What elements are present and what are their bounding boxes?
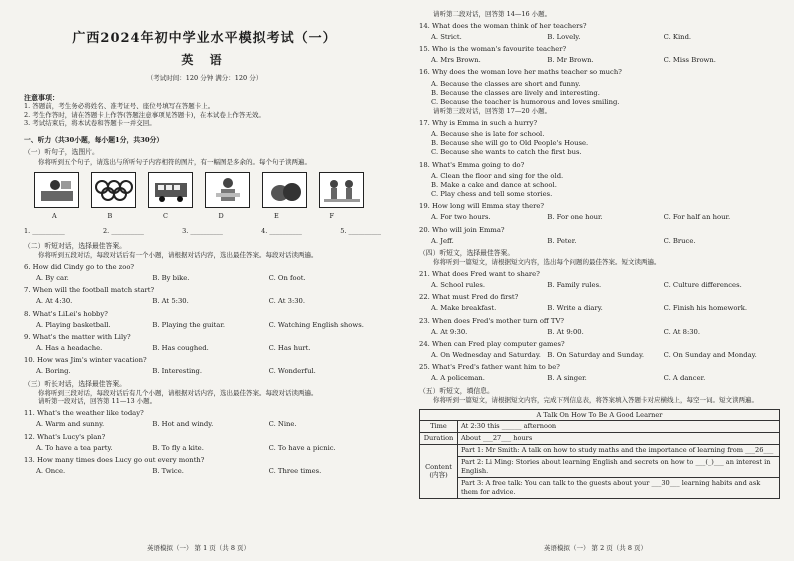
part-2-heading: （二）听短对话，选择最佳答案。 (24, 241, 126, 250)
picture-c-bus (148, 172, 193, 208)
picture-f-people-outdoors (319, 172, 364, 208)
question-text: 19. How long will Emma stay there? (419, 202, 545, 211)
option-a: A. By car. (36, 273, 69, 282)
question-25 (419, 363, 780, 383)
option-c: C. Nine. (268, 420, 297, 429)
option-c: C. On foot. (268, 273, 306, 282)
option-c: C. Finish his homework. (663, 304, 747, 313)
option-a: A. Because the classes are short and funny. (431, 79, 581, 88)
question-16 (419, 68, 780, 107)
pic-label-c: C (163, 212, 168, 221)
option-c: C. Kind. (663, 32, 692, 41)
page-1-footer: 英语模拟（一） 第 1 页（共 8 页） (146, 544, 251, 553)
question-text: 10. How was Jim's winter vacation? (24, 356, 147, 365)
question-19 (419, 202, 780, 222)
question-22 (419, 293, 780, 313)
question-8 (24, 310, 385, 330)
content-label-cell (420, 445, 458, 498)
option-b: B. Has coughed. (152, 344, 209, 353)
option-b: B. Make a cake and dance at school. (431, 180, 557, 189)
option-c: C. For half an hour. (663, 213, 731, 222)
option-c: C. To have a picnic. (268, 443, 336, 452)
question-15 (419, 45, 780, 65)
picture-b-olympic-rings (91, 172, 136, 208)
part-5-instructions: 你将听到一篇短文，请根据短文内容，完成下列信息表，将答案填入答题卡对应横线上，每空一词。短文读两遍。 (433, 395, 758, 404)
question-text: 17. Why is Emma in such a hurry? (419, 118, 538, 127)
question-9 (24, 333, 385, 353)
option-a: A. School rules. (431, 281, 486, 290)
exam-subject: 英 语 (181, 52, 228, 67)
blank-3: 3. __________ (182, 227, 223, 236)
option-b: B. To fly a kite. (152, 443, 204, 452)
part-3-heading: （三）听长对话，选择最佳答案。 (24, 379, 126, 388)
option-b: B. On Saturday and Sunday. (547, 351, 645, 360)
part-3-instructions: 你将听到三段对话，每段对话后有几个小题，请根据对话内容，选出最佳答案。每段对话读两遍。 (38, 388, 318, 397)
pic-label-f: F (329, 212, 335, 221)
question-text: 16. Why does the woman love her maths teacher so much? (419, 68, 622, 77)
answer-blanks (24, 227, 385, 236)
part-1-instructions: 你将听到五个句子，请选出与所听句子内容相符的图片，有一幅图是多余的。每个句子读两遍。 (38, 157, 311, 166)
pic-label-e: E (274, 212, 279, 221)
question-text: 13. How many times does Lucy go out every month? (24, 455, 205, 464)
part-3-sub-2: 请听第二段对话，回答第 14—16 小题。 (433, 10, 552, 18)
option-b: B. Because she will go to Old People's House. (431, 139, 589, 148)
option-c: C. Play chess and tell some stories. (431, 190, 553, 199)
option-c: C. Miss Brown. (663, 56, 716, 65)
question-text: 22. What must Fred do first? (419, 293, 519, 302)
option-b: B. Mr Brown. (547, 56, 594, 65)
question-text: 25. What's Fred's father want him to be? (419, 363, 560, 372)
option-b: B. By bike. (152, 273, 190, 282)
question-18 (419, 161, 780, 200)
option-b: B. Because the classes are lively and interesting. (431, 88, 600, 97)
note-2: 2. 考生作答时，请在答题卡上作答(答题注意事项见答题卡)，在本试卷上作答无效。 (24, 110, 265, 119)
exam-info: （考试时间：120 分钟 满分：120 分） (146, 73, 263, 82)
note-1: 1. 答题前，考生务必将姓名、准考证号、座位号填写在答题卡上。 (24, 101, 215, 110)
note-3: 3. 考试结束后，将本试卷和答题卡一并交回。 (24, 119, 156, 128)
content-part-1: Part 1: Mr Smith: A talk on how to study maths and the importance of learning from ___26___ (458, 445, 780, 457)
option-a: A. Has a headache. (36, 344, 103, 353)
option-a: A. Strict. (431, 32, 462, 41)
option-c: C. Wonderful. (268, 367, 316, 376)
pic-label-b: B (107, 212, 113, 221)
option-b: B. Lovely. (547, 32, 581, 41)
page-2-footer: 英语模拟（一） 第 2 页（共 8 页） (543, 544, 648, 553)
picture-e-fruit (262, 172, 307, 208)
question-10 (24, 356, 385, 376)
question-text: 9. What's the matter with Lily? (24, 332, 131, 341)
part-1-heading: （一）听句子，选图片。 (24, 148, 99, 157)
option-c: C. Because she wants to catch the first bus. (431, 148, 582, 157)
option-c: C. Culture differences. (663, 281, 742, 290)
question-14 (419, 22, 780, 42)
option-c: C. At 8:30. (663, 327, 701, 336)
picture-labels (24, 212, 385, 221)
content-label: Content (425, 462, 452, 471)
part-2-instructions: 你将听到五段对话，每段对话后有一个小题，请根据对话内容，选出最佳答案。每段对话读两遍。 (38, 251, 318, 260)
option-a: A. For two hours. (431, 213, 491, 222)
option-b: B. For one hour. (547, 213, 603, 222)
question-24 (419, 340, 780, 360)
exam-title: 广西2024年初中学业水平模拟考试（一） (72, 31, 337, 46)
option-c: C. Watching English shows. (268, 320, 364, 329)
option-a: A. At 4:30. (36, 297, 73, 306)
option-b: B. Playing the guitar. (152, 320, 225, 329)
question-21 (419, 270, 780, 290)
question-23 (419, 317, 780, 337)
notes-heading: 注意事项： (24, 92, 59, 102)
option-c: C. Three times. (268, 467, 322, 476)
info-table (419, 409, 780, 499)
question-text: 15. Who is the woman's favourite teacher? (419, 45, 567, 54)
option-a: A. Because she is late for school. (431, 130, 545, 139)
picture-a-student-desk (34, 172, 79, 208)
option-a: A. Jeff. (431, 236, 454, 245)
pic-label-a: A (52, 212, 57, 221)
option-b: B. Interesting. (152, 367, 203, 376)
content-label-cn: (内容) (429, 471, 448, 480)
question-text: 11. What's the weather like today? (24, 409, 144, 418)
option-b: B. Hot and windy. (152, 420, 214, 429)
duration-label: Duration (420, 433, 458, 445)
question-text: 8. What's LiLei's hobby? (24, 309, 108, 318)
option-c: C. Has hurt. (268, 344, 311, 353)
question-12 (24, 433, 385, 453)
time-value: At 2:30 this ______ afternoon (458, 421, 780, 433)
part-3-sub-3: 请听第三段对话，回答第 17—20 小题。 (433, 107, 552, 116)
part-3-sub-1: 请听第一段对话，回答第 11—13 小题。 (38, 397, 157, 406)
question-text: 7. When will the football match start? (24, 286, 155, 295)
option-a: A. A policeman. (431, 374, 485, 383)
question-20 (419, 226, 780, 246)
option-a: A. Clean the floor and sing for the old. (431, 171, 564, 180)
option-a: A. Warm and sunny. (36, 420, 105, 429)
question-11 (24, 409, 385, 429)
content-part-2: Part 2: Li Ming: Stories about learning English and secrets on how to ___(_)___ an interest in English. (458, 457, 780, 478)
option-c: C. At 3:30. (268, 297, 306, 306)
blank-2: 2. __________ (103, 227, 144, 236)
content-part-3: Part 3: A free talk: You can talk to the guests about your ___30___ learning habits and ask them for advice. (458, 477, 780, 498)
option-a: A. Mrs Brown. (431, 56, 481, 65)
option-a: A. At 9:30. (431, 327, 468, 336)
question-text: 24. When can Fred play computer games? (419, 339, 565, 348)
pic-label-d: D (218, 212, 224, 221)
question-7 (24, 286, 385, 306)
part-4-instructions: 你将听到一篇短文，请根据短文内容，选出每个问题的最佳答案。短文读两遍。 (433, 258, 661, 267)
question-text: 6. How did Cindy go to the zoo? (24, 262, 135, 271)
option-a: A. To have a tea party. (36, 443, 113, 452)
part-4-heading: （四）听短文，选择最佳答案。 (419, 248, 515, 257)
picture-row (24, 172, 385, 208)
blank-1: 1. __________ (24, 227, 65, 236)
option-b: B. Write a diary. (547, 304, 603, 313)
option-a: A. Once. (36, 467, 66, 476)
option-a: A. Playing basketball. (36, 320, 111, 329)
blank-5: 5. __________ (340, 227, 381, 236)
option-b: B. At 5:30. (152, 297, 189, 306)
question-text: 23. When does Fred's mother turn off TV? (419, 316, 565, 325)
option-b: B. A singer. (547, 374, 587, 383)
question-text: 12. What's Lucy's plan? (24, 432, 106, 441)
section-listening: 一、听力（共30小题，每小题1分，共30分） (24, 136, 164, 145)
option-c: C. Bruce. (663, 236, 696, 245)
duration-value: About ___27___ hours (458, 433, 780, 445)
option-a: A. On Wednesday and Saturday. (431, 351, 541, 360)
option-c: C. A dancer. (663, 374, 706, 383)
blank-4: 4. __________ (261, 227, 302, 236)
option-b: B. Twice. (152, 467, 184, 476)
question-17 (419, 119, 780, 158)
table-title: A Talk On How To Be A Good Learner (420, 409, 780, 421)
option-a: A. Make breakfast. (431, 304, 497, 313)
option-b: B. Family rules. (547, 281, 602, 290)
question-text: 14. What does the woman think of her teachers? (419, 21, 587, 30)
time-label: Time (420, 421, 458, 433)
question-13 (24, 456, 385, 476)
page-2 (397, 0, 794, 561)
option-c: C. Because the teacher is humorous and loves smiling. (431, 97, 620, 106)
question-text: 18. What's Emma going to do? (419, 160, 525, 169)
question-text: 21. What does Fred want to share? (419, 269, 540, 278)
option-b: B. Peter. (547, 236, 577, 245)
option-b: B. At 9:00. (547, 327, 584, 336)
option-c: C. On Sunday and Monday. (663, 351, 757, 360)
part-5-heading: （五）听短文，填信息。 (419, 386, 494, 395)
picture-d-person-reading (205, 172, 250, 208)
question-6 (24, 263, 385, 283)
question-text: 20. Who will join Emma? (419, 225, 505, 234)
option-a: A. Boring. (36, 367, 71, 376)
